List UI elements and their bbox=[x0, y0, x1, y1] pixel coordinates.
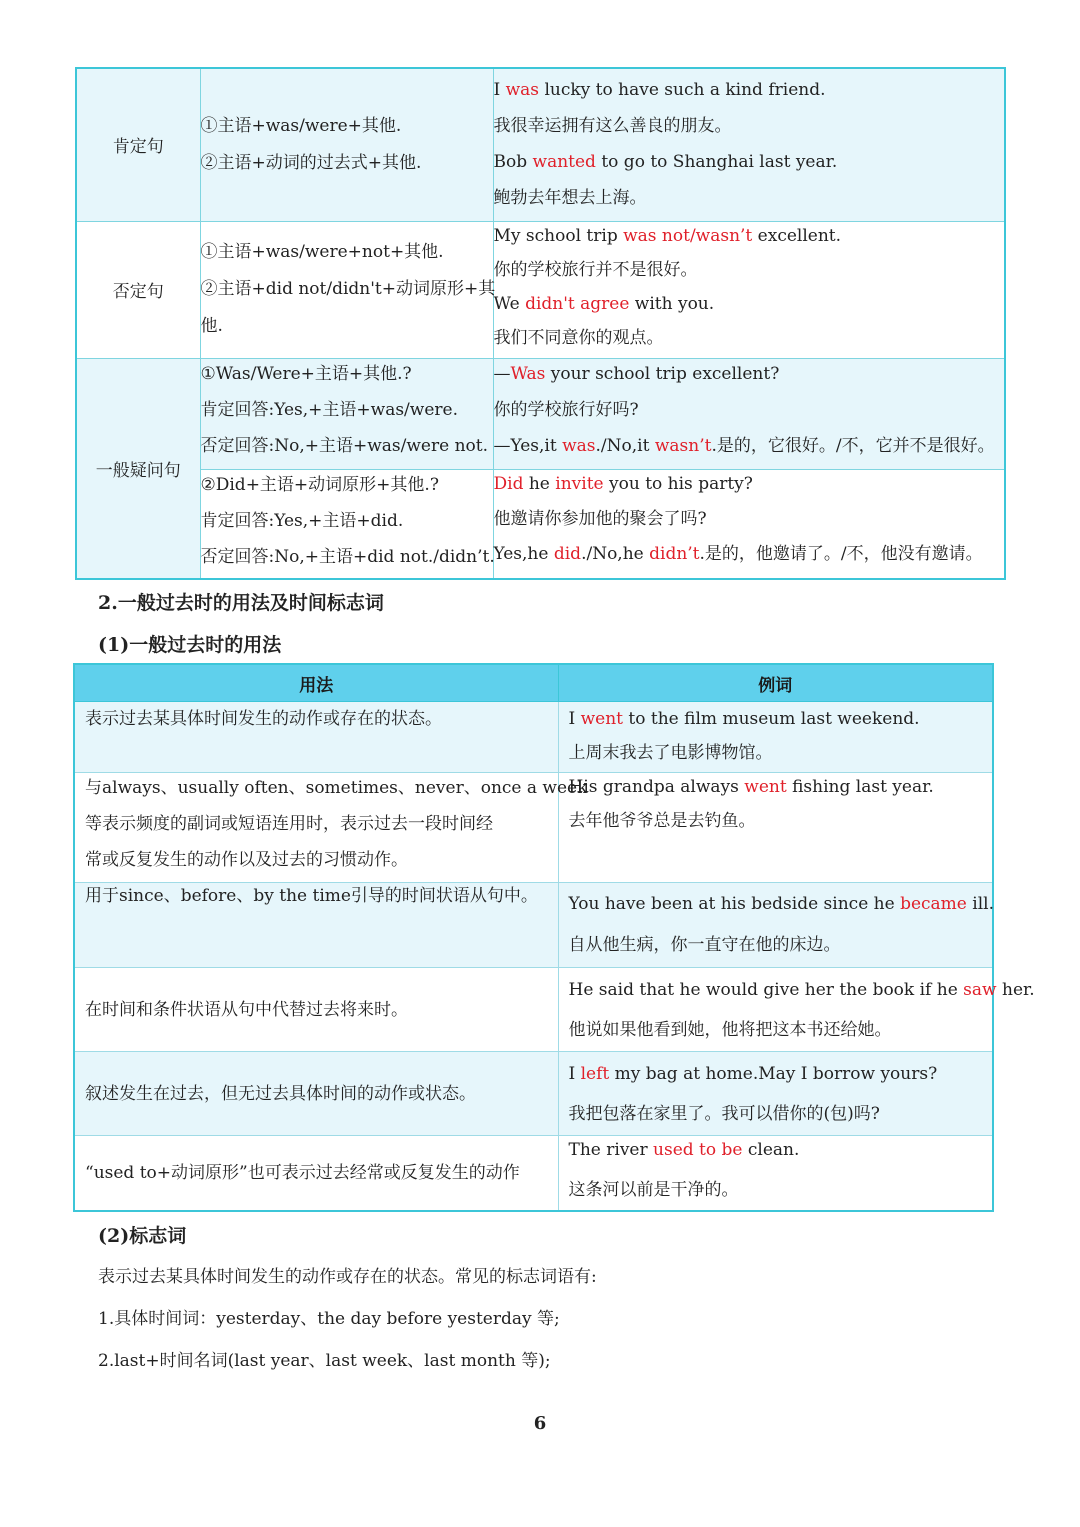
paragraph: 1.具体时间词：yesterday、the day before yesterday 等; bbox=[98, 1309, 560, 1329]
table-row bbox=[74, 968, 993, 1052]
text-segment: to go to Shanghai last year. bbox=[595, 152, 838, 172]
usage-line: 用于since、before、by the time引导的时间状语从句中。 bbox=[85, 886, 538, 906]
text-segment: 自从他生病，你一直守在他的床边。 bbox=[568, 935, 841, 955]
text-segment: 他说如果他看到她，他将把这本书还给她。 bbox=[568, 1019, 892, 1040]
structure-line: ②主语+did not/didn't+动词原形+其 bbox=[200, 279, 496, 299]
structure-line: ①主语+was/were+其他. bbox=[200, 115, 402, 136]
text-segment: My school trip bbox=[493, 225, 624, 246]
text-segment: fishing last year. bbox=[786, 777, 934, 797]
example-cell bbox=[558, 968, 1035, 1052]
example-line bbox=[569, 770, 993, 804]
text-segment: ./No,he bbox=[581, 543, 650, 564]
usage-cell bbox=[74, 702, 558, 773]
table-row bbox=[76, 358, 1005, 469]
highlight-word: wasn’t bbox=[654, 435, 712, 456]
table-row bbox=[76, 68, 1005, 221]
paragraph: 表示过去某具体时间发生的动作或存在的状态。常见的标志词语有: bbox=[98, 1267, 597, 1287]
example-line bbox=[494, 356, 1005, 392]
example-line bbox=[569, 1170, 993, 1210]
example-line bbox=[569, 1010, 993, 1050]
table-row bbox=[74, 1052, 993, 1136]
example-line bbox=[494, 392, 1005, 428]
example-cell bbox=[558, 883, 993, 968]
text-segment: her. bbox=[996, 979, 1035, 1000]
highlight-word: invite bbox=[555, 473, 604, 494]
table-row bbox=[76, 221, 1005, 358]
row-label: 否定句 bbox=[76, 221, 200, 358]
example-cell bbox=[493, 358, 1005, 469]
text-segment: 去年他爷爷总是去钓鱼。 bbox=[568, 811, 756, 831]
sentence-structure-table bbox=[75, 67, 1006, 580]
example-cell bbox=[493, 68, 1005, 221]
usage-line: 与always、usually often、sometimes、never、once a week bbox=[85, 778, 588, 798]
table-row bbox=[76, 469, 1005, 579]
section-heading: 2.一般过去时的用法及时间标志词 bbox=[98, 592, 384, 614]
usage-cell bbox=[74, 773, 588, 883]
structure-line: 他. bbox=[200, 316, 223, 336]
text-segment: 我很幸运拥有这么善良的朋友。 bbox=[493, 116, 732, 136]
text-segment: ./No,it bbox=[595, 435, 655, 456]
structure-line: ②Did+主语+动词原形+其他.? bbox=[200, 474, 439, 495]
table-header-row bbox=[74, 664, 993, 702]
structure-line: ①Was/Were+主语+其他.? bbox=[200, 363, 412, 384]
example-line bbox=[569, 1130, 993, 1170]
text-segment: excellent. bbox=[752, 225, 842, 246]
example-line bbox=[568, 970, 1035, 1010]
example-cell bbox=[558, 773, 993, 883]
example-cell bbox=[558, 1052, 993, 1136]
structure-cell bbox=[200, 358, 493, 469]
row-label: 一般疑问句 bbox=[76, 358, 200, 579]
text-segment: clean. bbox=[742, 1140, 800, 1160]
paragraph: 2.last+时间名词(last year、last week、last month 等); bbox=[98, 1351, 551, 1371]
example-line bbox=[494, 321, 1005, 355]
example-line bbox=[494, 428, 1005, 464]
example-cell bbox=[493, 221, 1005, 358]
text-segment: Yes,he bbox=[493, 543, 554, 564]
highlight-word: wanted bbox=[532, 152, 596, 172]
text-segment: to the film museum last weekend. bbox=[623, 709, 920, 729]
example-line bbox=[494, 219, 1005, 253]
text-segment: 上周末我去了电影博物馆。 bbox=[568, 743, 773, 763]
example-line bbox=[569, 736, 993, 770]
highlight-word: went bbox=[580, 709, 624, 729]
structure-line: ②主语+动词的过去式+其他. bbox=[200, 152, 422, 173]
example-line bbox=[569, 884, 993, 925]
example-line bbox=[494, 287, 1005, 321]
usage-line: 等表示频度的副词或短语连用时，表示过去一段时间经 bbox=[85, 814, 493, 834]
example-cell bbox=[493, 469, 1005, 579]
example-line bbox=[569, 804, 993, 838]
text-segment: 我们不同意你的观点。 bbox=[493, 327, 664, 348]
column-header-examples: 例词 bbox=[558, 664, 993, 702]
text-segment: your school trip excellent? bbox=[545, 363, 780, 384]
highlight-word: went bbox=[744, 777, 787, 797]
structure-line: 肯定回答:Yes,+主语+was/were. bbox=[200, 399, 458, 420]
example-cell bbox=[558, 702, 993, 773]
highlight-word: Did bbox=[493, 473, 524, 494]
text-segment: The river bbox=[568, 1140, 654, 1160]
subsection-heading: (1)一般过去时的用法 bbox=[98, 634, 282, 656]
highlight-word: used to be bbox=[653, 1140, 743, 1160]
usage-line: 表示过去某具体时间发生的动作或存在的状态。 bbox=[85, 709, 442, 729]
text-segment: — bbox=[493, 363, 511, 384]
highlight-word: was bbox=[505, 80, 540, 100]
text-segment: I bbox=[568, 709, 581, 729]
highlight-word: Was bbox=[510, 363, 546, 384]
text-segment: 我把包落在家里了。我可以借你的(包)吗? bbox=[568, 1103, 880, 1124]
column-header-usage: 用法 bbox=[74, 664, 558, 702]
example-line bbox=[494, 180, 1005, 216]
usage-line: 叙述发生在过去，但无过去具体时间的动作或状态。 bbox=[85, 1083, 476, 1104]
structure-line: ①主语+was/were+not+其他. bbox=[200, 242, 444, 262]
structure-line: 否定回答:No,+主语+was/were not. bbox=[200, 435, 488, 456]
text-segment: lucky to have such a kind friend. bbox=[539, 80, 826, 100]
usage-cell bbox=[74, 883, 558, 968]
text-segment: .是的，它很好。/不，它并不是很好。 bbox=[711, 435, 995, 456]
subsection-heading: (2)标志词 bbox=[98, 1225, 187, 1247]
usage-line: “used to+动词原形”也可表示过去经常或反复发生的动作 bbox=[85, 1163, 520, 1183]
table-row bbox=[74, 773, 993, 883]
text-segment: —Yes,it bbox=[493, 435, 563, 456]
text-segment: I bbox=[493, 80, 506, 100]
row-label: 肯定句 bbox=[76, 68, 200, 221]
highlight-word: didn't agree bbox=[525, 293, 630, 314]
page-number: 6 bbox=[533, 1413, 547, 1434]
example-line bbox=[569, 702, 993, 736]
structure-line: 肯定回答:Yes,+主语+did. bbox=[200, 510, 404, 531]
example-line bbox=[494, 144, 1005, 180]
example-cell bbox=[558, 1136, 993, 1212]
text-segment: .是的，他邀请了。/不，他没有邀请。 bbox=[699, 543, 983, 564]
usage-table bbox=[73, 663, 1035, 1212]
text-segment: 你的学校旅行并不是很好。 bbox=[493, 259, 698, 280]
table-row bbox=[74, 883, 993, 968]
text-segment: 他邀请你参加他的聚会了吗? bbox=[493, 508, 707, 529]
highlight-word: did bbox=[553, 543, 582, 564]
structure-line: 否定回答:No,+主语+did not./didn’t. bbox=[200, 546, 495, 567]
example-line bbox=[494, 502, 1005, 537]
example-line bbox=[569, 1094, 993, 1134]
highlight-word: didn’t bbox=[649, 543, 700, 564]
usage-cell bbox=[74, 1136, 558, 1212]
text-segment: 鲍勃去年想去上海。 bbox=[493, 188, 647, 208]
text-segment: 这条河以前是干净的。 bbox=[568, 1180, 739, 1200]
highlight-word: was bbox=[562, 435, 596, 456]
text-segment: Bob bbox=[493, 152, 533, 172]
text-segment: He said that he would give her the book if he bbox=[568, 979, 964, 1000]
text-segment: We bbox=[493, 293, 526, 314]
example-line bbox=[569, 1054, 993, 1094]
highlight-word: saw bbox=[963, 979, 997, 1000]
text-segment: You have been at his bedside since he bbox=[568, 894, 901, 914]
example-line bbox=[494, 537, 1005, 572]
structure-cell bbox=[200, 221, 496, 358]
structure-cell bbox=[200, 469, 493, 579]
example-line bbox=[494, 72, 1005, 108]
text-segment: His grandpa always bbox=[568, 777, 745, 797]
table-row bbox=[74, 702, 993, 773]
example-line bbox=[569, 925, 993, 966]
text-segment: my bag at home.May I borrow yours? bbox=[609, 1063, 938, 1084]
usage-cell bbox=[74, 1052, 558, 1136]
highlight-word: became bbox=[900, 894, 967, 914]
usage-cell bbox=[74, 968, 558, 1052]
usage-line: 在时间和条件状语从句中代替过去将来时。 bbox=[85, 999, 408, 1020]
example-line bbox=[494, 253, 1005, 287]
example-line bbox=[494, 467, 1005, 502]
text-segment: you to his party? bbox=[603, 473, 753, 494]
text-segment: 你的学校旅行好吗? bbox=[493, 399, 639, 420]
usage-line: 常或反复发生的动作以及过去的习惯动作。 bbox=[85, 850, 408, 870]
text-segment: with you. bbox=[629, 293, 715, 314]
example-line bbox=[494, 108, 1005, 144]
highlight-word: left bbox=[580, 1063, 610, 1084]
highlight-word: was not/wasn’t bbox=[623, 225, 753, 246]
structure-cell bbox=[200, 68, 493, 221]
table-row bbox=[74, 1136, 993, 1212]
text-segment: he bbox=[523, 473, 556, 494]
text-segment: I bbox=[568, 1063, 581, 1084]
text-segment: ill. bbox=[966, 894, 994, 914]
